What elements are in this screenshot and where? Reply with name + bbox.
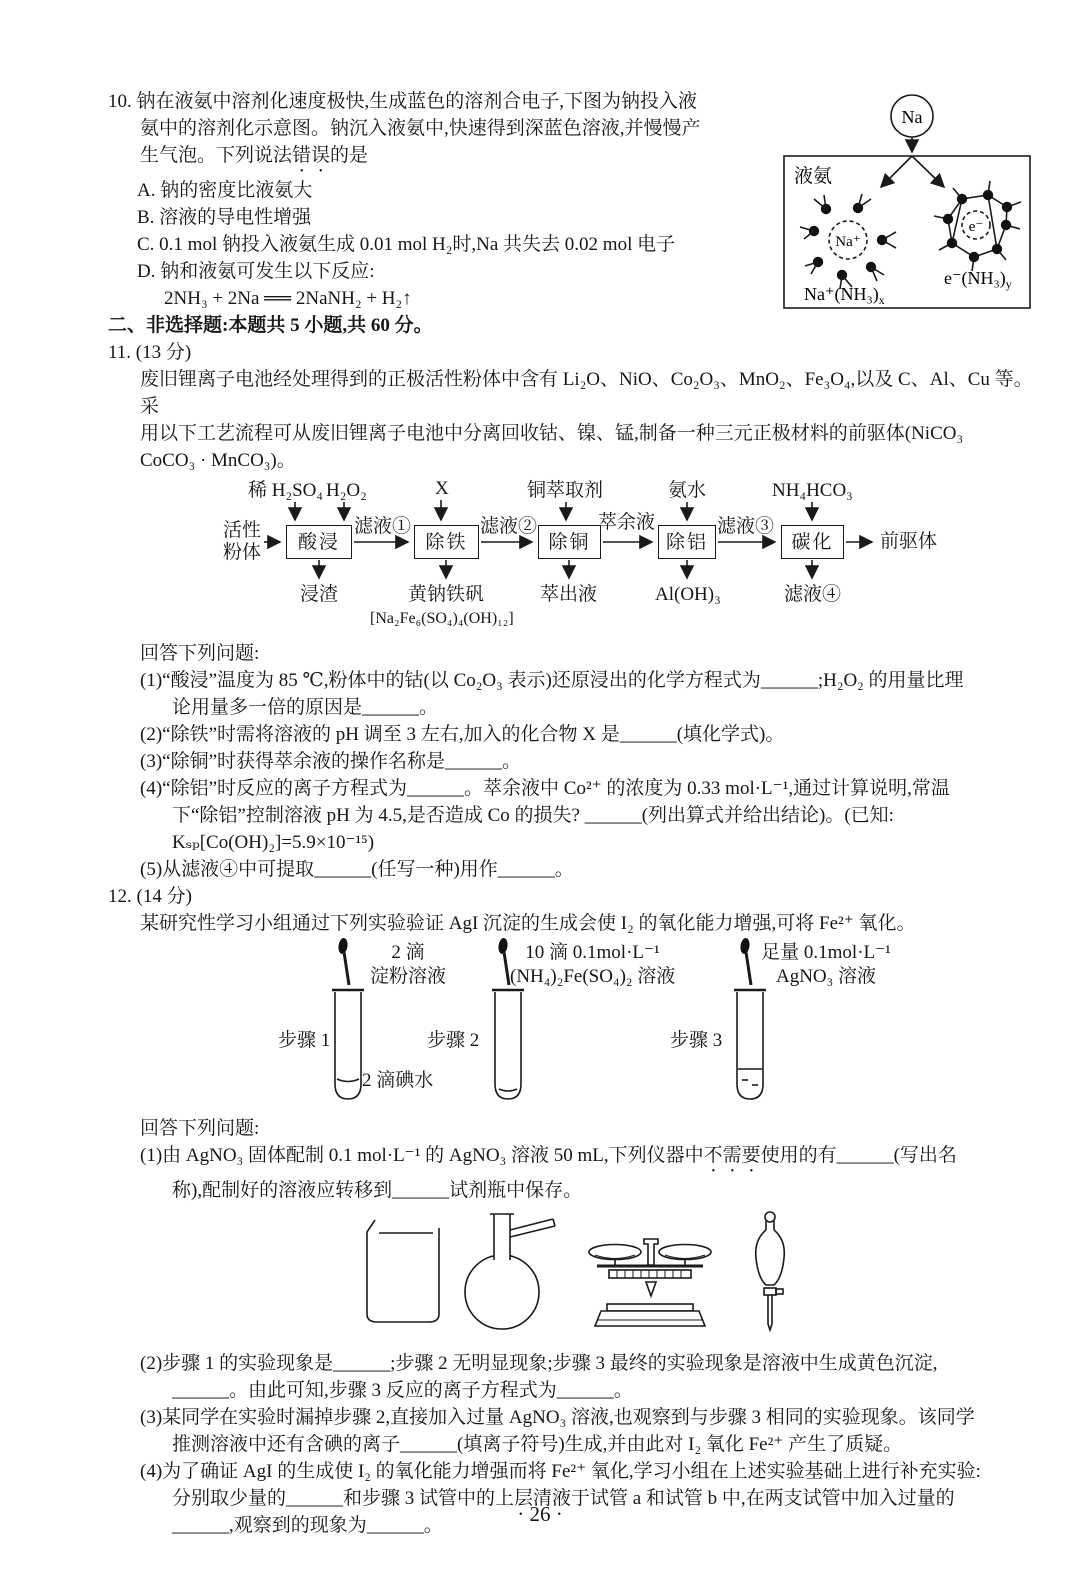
- flow-box-acid-leach: 酸浸: [286, 525, 352, 559]
- flow-output-jarosite: 黄钠铁矾: [408, 584, 485, 605]
- question-12: [108, 883, 1036, 1539]
- question-10: [108, 88, 1036, 312]
- q12-item-4-line-2: 分别取少量的______和步骤 3 试管中的上层清液于试管 a 和试管 b 中,在两支试管中加入过量的: [172, 1488, 955, 1509]
- flow-product: 前驱体: [880, 531, 938, 552]
- arrow-left: [881, 156, 912, 187]
- q12-item-3-line-1: (3)某同学在实验时漏掉步骤 2,直接加入过量 AgNO₃ 溶液,也观察到与步骤 3 相同的实验现象。该同学: [140, 1407, 975, 1428]
- q12-item-2-line-1: (2)步骤 1 的实验现象是______;步骤 2 无明显现象;步骤 3 最终的实验现象是溶液中生成黄色沉淀,: [140, 1353, 938, 1374]
- q11-item-5: (5)从滤液④中可提取______(任写一种)用作______。: [140, 859, 574, 880]
- experiment-figure: [168, 937, 1028, 1115]
- flow-input-ammonia: 氨水: [668, 480, 707, 501]
- process-flowchart: [178, 480, 978, 638]
- electron-cluster-caption: $e^-(NH_3)_y$: [944, 268, 1012, 291]
- q11-item-2: (2)“除铁”时需将溶液的 pH 调至 3 左右,加入的化合物 X 是______(填化学式)。: [140, 724, 785, 745]
- flow-stream-raffinate: 萃余液: [598, 512, 656, 533]
- q11-number: 11. (13 分): [108, 342, 192, 363]
- flowchart-arrows: [178, 480, 978, 638]
- q10-equation: 2NH₃ + 2Na ══ 2NaNH₂ + H₂↑: [164, 288, 412, 309]
- page-number: · 26 ·: [517, 1502, 563, 1526]
- flow-box-carbonation: 碳化: [781, 525, 844, 559]
- flow-output-residue: 浸渣: [300, 584, 339, 605]
- q12-item-4-line-3: ______,观察到的现象为______。: [172, 1515, 443, 1536]
- q12-item-1-line-1: (1)由 AgNO₃ 固体配制 0.1 mol·L⁻¹ 的 AgNO₃ 溶液 50 mL,下列仪器中不需要使用的有______(写出名: [140, 1145, 957, 1166]
- q11-item-4-line-3: Kₛₚ[Co(OH)₂]=5.9×10⁻¹⁵): [172, 832, 375, 853]
- tube-1-content-label: 2 滴碘水: [362, 1070, 434, 1091]
- q12-item-4-line-1: (4)为了确证 AgI 的生成使 I₂ 的氧化能力增强而将 Fe²⁺ 氧化,学习小组在上述实验基础上进行补充实验:: [140, 1461, 981, 1482]
- lab-equipment-figure: [345, 1208, 825, 1336]
- flow-input-h2so4: 稀 H₂SO₄: [248, 480, 324, 501]
- q11-intro-1: 废旧锂离子电池经处理得到的正极活性粉体中含有 Li₂O、NiO、Co₂O₃、MnO₂、Fe₃O₄,以及 C、Al、Cu 等。采: [140, 369, 1033, 417]
- flow-stream-filtrate-3: 滤液③: [717, 516, 775, 537]
- dropper-3-label: 足量 0.1mol·L⁻¹ AgNO₃ 溶液: [761, 942, 891, 987]
- step-1-label: 步骤 1: [278, 1030, 331, 1051]
- dropper-1-label: 2 滴 淀粉溶液: [369, 942, 446, 987]
- q10-emphasis: 错误: [292, 145, 331, 166]
- flow-output-filtrate-4: 滤液④: [784, 584, 842, 605]
- beaker-icon: [367, 1220, 439, 1322]
- liquid-ammonia-label: 液氨: [794, 166, 833, 187]
- flow-stream-filtrate-2: 滤液②: [480, 516, 538, 537]
- section-2-header: 二、非选择题:本题共 5 小题,共 60 分。: [108, 315, 433, 336]
- q12-item-3-line-2: 推测溶液中还有含碘的离子______(填离子符号)生成,并由此对 I₂ 氧化 Fe²⁺ 产生了质疑。: [172, 1434, 903, 1455]
- q12-number: 12. (14 分): [108, 886, 192, 907]
- question-11: [108, 339, 1036, 883]
- flow-output-aloh3: Al(OH)₃: [655, 584, 721, 605]
- na-ammonia-diagram: [778, 90, 1036, 316]
- step-3-label: 步骤 3: [670, 1030, 723, 1051]
- balance-icon: [589, 1239, 711, 1326]
- na-cluster-caption: $Na^+(NH_3)_x$: [804, 284, 885, 307]
- q10-line-2: 氨中的溶剂化示意图。钠沉入液氨中,快速得到深蓝色溶液,并慢慢产: [140, 118, 701, 139]
- q10-option-a: A. 钠的密度比液氨大: [137, 180, 313, 201]
- q12-item-2-line-2: ______。由此可知,步骤 3 反应的离子方程式为______。: [172, 1380, 633, 1401]
- flow-input-h2o2: H₂O₂: [326, 480, 367, 501]
- flow-feed-line2: 粉体: [223, 542, 262, 563]
- dropper-2-label: 10 滴 0.1mol·L⁻¹ (NH₄)₂Fe(SO₄)₂ 溶液: [510, 942, 676, 987]
- q10-option-d: D. 钠和液氨可发生以下反应:: [137, 261, 375, 282]
- arrow-right: [912, 156, 944, 187]
- distillation-flask-icon: [465, 1214, 555, 1329]
- separating-funnel-icon: [756, 1212, 785, 1330]
- flow-output-jarosite-formula: [Na₂Fe₆(SO₄)₄(OH)₁₂]: [370, 610, 514, 627]
- q11-prompt: 回答下列问题:: [140, 643, 260, 664]
- q10-option-b: B. 溶液的导电性增强: [137, 207, 312, 228]
- na-atom-label: Na: [901, 107, 923, 127]
- flow-box-remove-copper: 除铜: [538, 525, 601, 559]
- flow-stream-filtrate-1: 滤液①: [354, 516, 412, 537]
- q12-prompt: 回答下列问题:: [140, 1118, 260, 1139]
- flow-feed-line1: 活性: [223, 520, 262, 541]
- flow-input-x: X: [435, 478, 449, 499]
- q11-item-4-line-1: (4)“除铝”时反应的离子方程式为______。萃余液中 Co²⁺ 的浓度为 0.33 mol·L⁻¹,通过计算说明,常温: [140, 778, 950, 799]
- q11-intro-2: 用以下工艺流程可从废旧锂离子电池中分离回收钴、镍、锰,制备一种三元正极材料的前驱体(NiCO₃: [140, 423, 964, 444]
- q11-intro-3: CoCO₃ · MnCO₃)。: [140, 450, 296, 471]
- q11-item-1-line-2: 论用量多一倍的原因是______。: [172, 697, 439, 718]
- flow-box-remove-iron: 除铁: [414, 525, 479, 559]
- electron-label: e⁻: [968, 219, 984, 235]
- na-ion-label: Na⁺: [835, 234, 861, 250]
- flow-input-copper-extractant: 铜萃取剂: [527, 480, 604, 501]
- flow-box-remove-aluminum: 除铝: [658, 525, 716, 559]
- q12-item-1-line-2: 称),配制好的溶液应转移到______试剂瓶中保存。: [172, 1180, 583, 1201]
- q10-line-1: 10. 钠在液氨中溶剂化速度极快,生成蓝色的溶剂合电子,下图为钠投入液: [108, 91, 698, 112]
- flow-input-nh4hco3: NH₄HCO₃: [772, 480, 853, 501]
- q10-option-c: C. 0.1 mol 钠投入液氨生成 0.01 mol H₂时,Na 共失去 0.02 mol 电子: [137, 234, 676, 255]
- q10-line-3: 生气泡。下列说法错误的是: [140, 145, 369, 166]
- q12-emphasis: 不需要: [703, 1145, 761, 1166]
- q11-item-3: (3)“除铜”时获得萃余液的操作名称是______。: [140, 751, 522, 772]
- q11-item-4-line-2: 下“除铝”控制溶液 pH 为 4.5,是否造成 Co 的损失? ______(列出算式并给出结论)。(已知:: [172, 805, 894, 826]
- q12-intro: 某研究性学习小组通过下列实验验证 AgI 沉淀的生成会使 I₂ 的氧化能力增强,可将 Fe²⁺ 氧化。: [140, 913, 916, 934]
- q11-item-1-line-1: (1)“酸浸”温度为 85 ℃,粉体中的钴(以 Co₂O₃ 表示)还原浸出的化学方程式为______;H₂O₂ 的用量比理: [140, 670, 964, 691]
- step-2-label: 步骤 2: [427, 1030, 480, 1051]
- flow-output-extract: 萃出液: [540, 584, 598, 605]
